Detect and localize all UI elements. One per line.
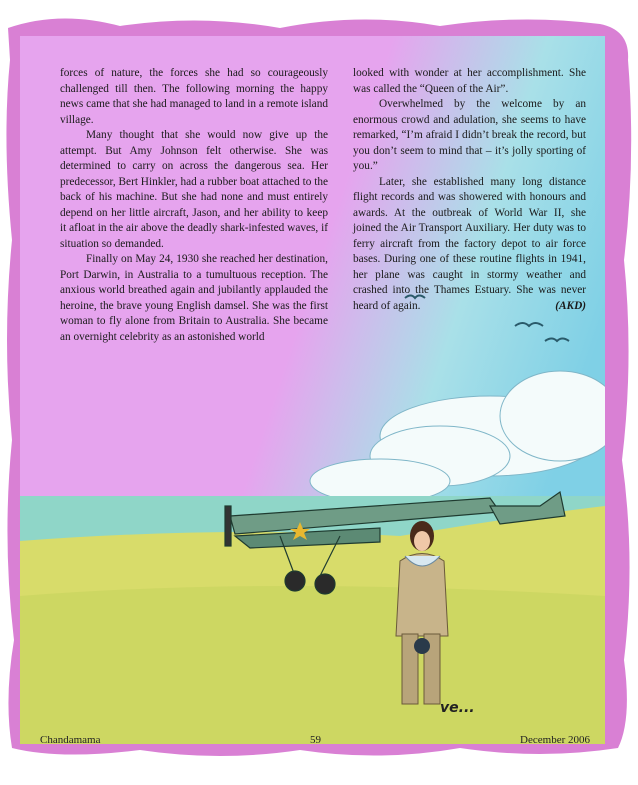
footer-page-number: 59 — [310, 734, 321, 746]
paragraph-text: Later, she established many long distance flight records and was showered with honours and awards. At the outbreak of World War II, she joined the Air Transport Auxiliary. Her duty was to ferry aircraft from the factory depot to air force bases. During one of these routine flights in 1941, her plane was caught in stormy weather and crashed into the Thames Estuary. She was never heard of again. — [353, 175, 586, 312]
artist-signature: ve... — [440, 700, 475, 716]
paragraph: Many thought that she would now give up the attempt. But Amy Johnson felt otherwise. She was determined to carry on across the dangerous sea. Her predecessor, Bert Hinkler, had a rubber boat attached to the back of his machine. But she had none and must entirely depend on her little aircraft, Jason, and her ability to keep it afloat in the air above the deadly shark-infested waves, if situation so demanded. — [60, 129, 328, 250]
paragraph: Finally on May 24, 1930 she reached her destination, Port Darwin, in Australia to a tumultuous reception. The anxious world breathed again and jubilantly applauded the heroine, the brave young English damsel. She was the first woman to fly alone from Britain to Australia. She became an overnight celebrity as an astonished world — [60, 253, 328, 343]
page-panel — [20, 36, 605, 744]
paragraph: Overwhelmed by the welcome by an enormous crowd and adulation, she seems to have remarked, “I’m afraid I didn’t break the record, but you don’t seem to mind that – it’s jolly sporting of you.” — [353, 98, 586, 172]
text-column-right — [353, 66, 586, 314]
paragraph — [353, 175, 586, 315]
footer-date: December 2006 — [520, 734, 590, 746]
text-column-left — [60, 66, 328, 345]
paragraph: looked with wonder at her accomplishment. She was called the “Queen of the Air”. — [353, 67, 586, 95]
author-signature: (AKD) — [555, 299, 586, 312]
paragraph: forces of nature, the forces she had so courageously challenged till then. The following morning the happy news came that she had managed to land in a remote island village. — [60, 67, 328, 126]
footer-magazine-name: Chandamama — [40, 734, 101, 746]
